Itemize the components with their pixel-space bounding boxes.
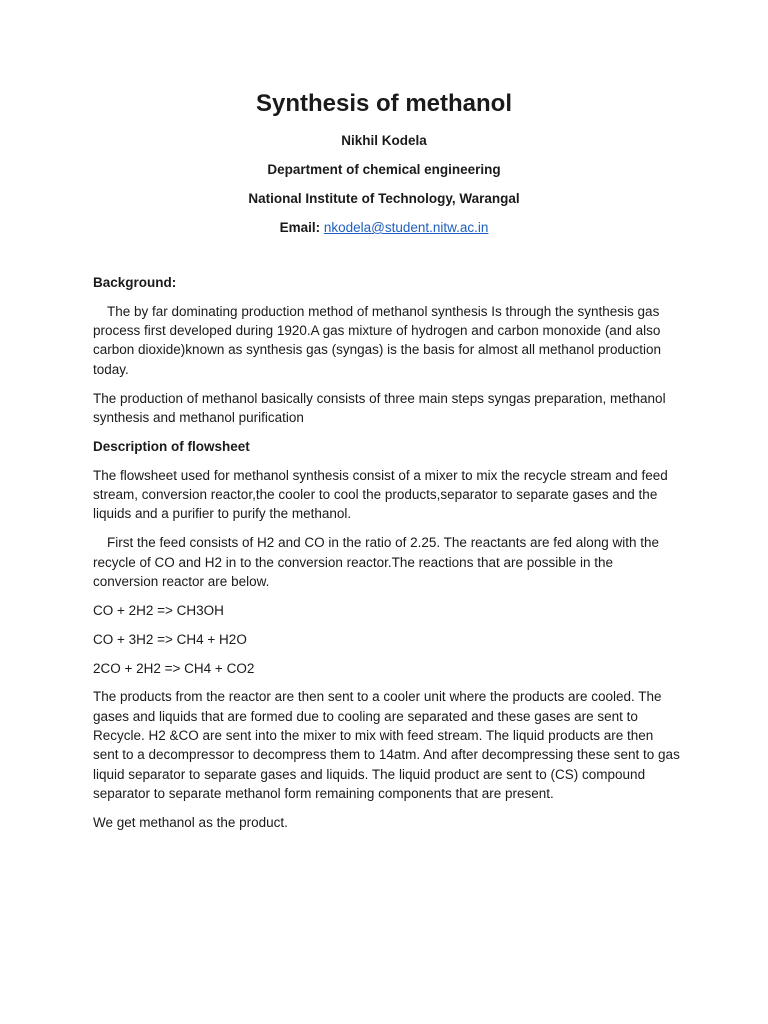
background-paragraph-2: The production of methanol basically consists of three main steps syngas preparation, methanol synthesis and methanol purification: [93, 390, 666, 425]
author-name: Nikhil Kodela: [341, 133, 427, 148]
flowsheet-paragraph-1: The flowsheet used for methanol synthesis consist of a mixer to mix the recycle stream and feed stream, conversion reactor,the cooler to cool the products,separator to separate gases and the liquids and a purifier to purify the methanol.: [93, 467, 668, 522]
institute-name: National Institute of Technology, Warangal: [248, 191, 520, 206]
reaction-3: 2CO + 2H2 => CH4 + CO2: [93, 660, 255, 676]
conclusion-paragraph: We get methanol as the product.: [93, 814, 288, 830]
reaction-1: CO + 2H2 => CH3OH: [93, 602, 224, 618]
email-link[interactable]: nkodela@student.nitw.ac.in: [323, 220, 489, 235]
background-heading: Background:: [93, 275, 177, 290]
flowsheet-heading: Description of flowsheet: [93, 438, 250, 454]
email-label: Email:: [279, 220, 321, 235]
flowsheet-paragraph-3: The products from the reactor are then sent to a cooler unit where the products are cooled. The gases and liquids that are formed due to cooling are separated and these gases are sent to Recycle. H2 &CO are sent into the mixer to mix with feed stream. The liquid products are then sent to a decompressor to decompress them to 14atm. And after decompressing these sent to gas liquid separator to separate gases and liquids. The liquid product are sent to (CS) compound separator to separate methanol form remaining components that are present.: [93, 689, 680, 801]
flowsheet-paragraph-2: First the feed consists of H2 and CO in the ratio of 2.25. The reactants are fed along with the recycle of CO and H2 in to the conversion reactor.The reactions that are possible in the conversion reactor are below.: [93, 535, 660, 589]
document-title: Synthesis of methanol: [255, 90, 513, 117]
background-paragraph-1: The by far dominating production method of methanol synthesis Is through the synthesis gas process first developed during 1920.A gas mixture of hydrogen and carbon monoxide (and also carbon dioxide)known as synthesis gas (syngas) is the basis for almost all methanol production today.: [93, 303, 662, 377]
document-body: [93, 273, 681, 842]
email-line: [0, 219, 768, 237]
reaction-2: CO + 3H2 => CH4 + H2O: [93, 631, 247, 647]
department-name: Department of chemical engineering: [267, 162, 501, 177]
